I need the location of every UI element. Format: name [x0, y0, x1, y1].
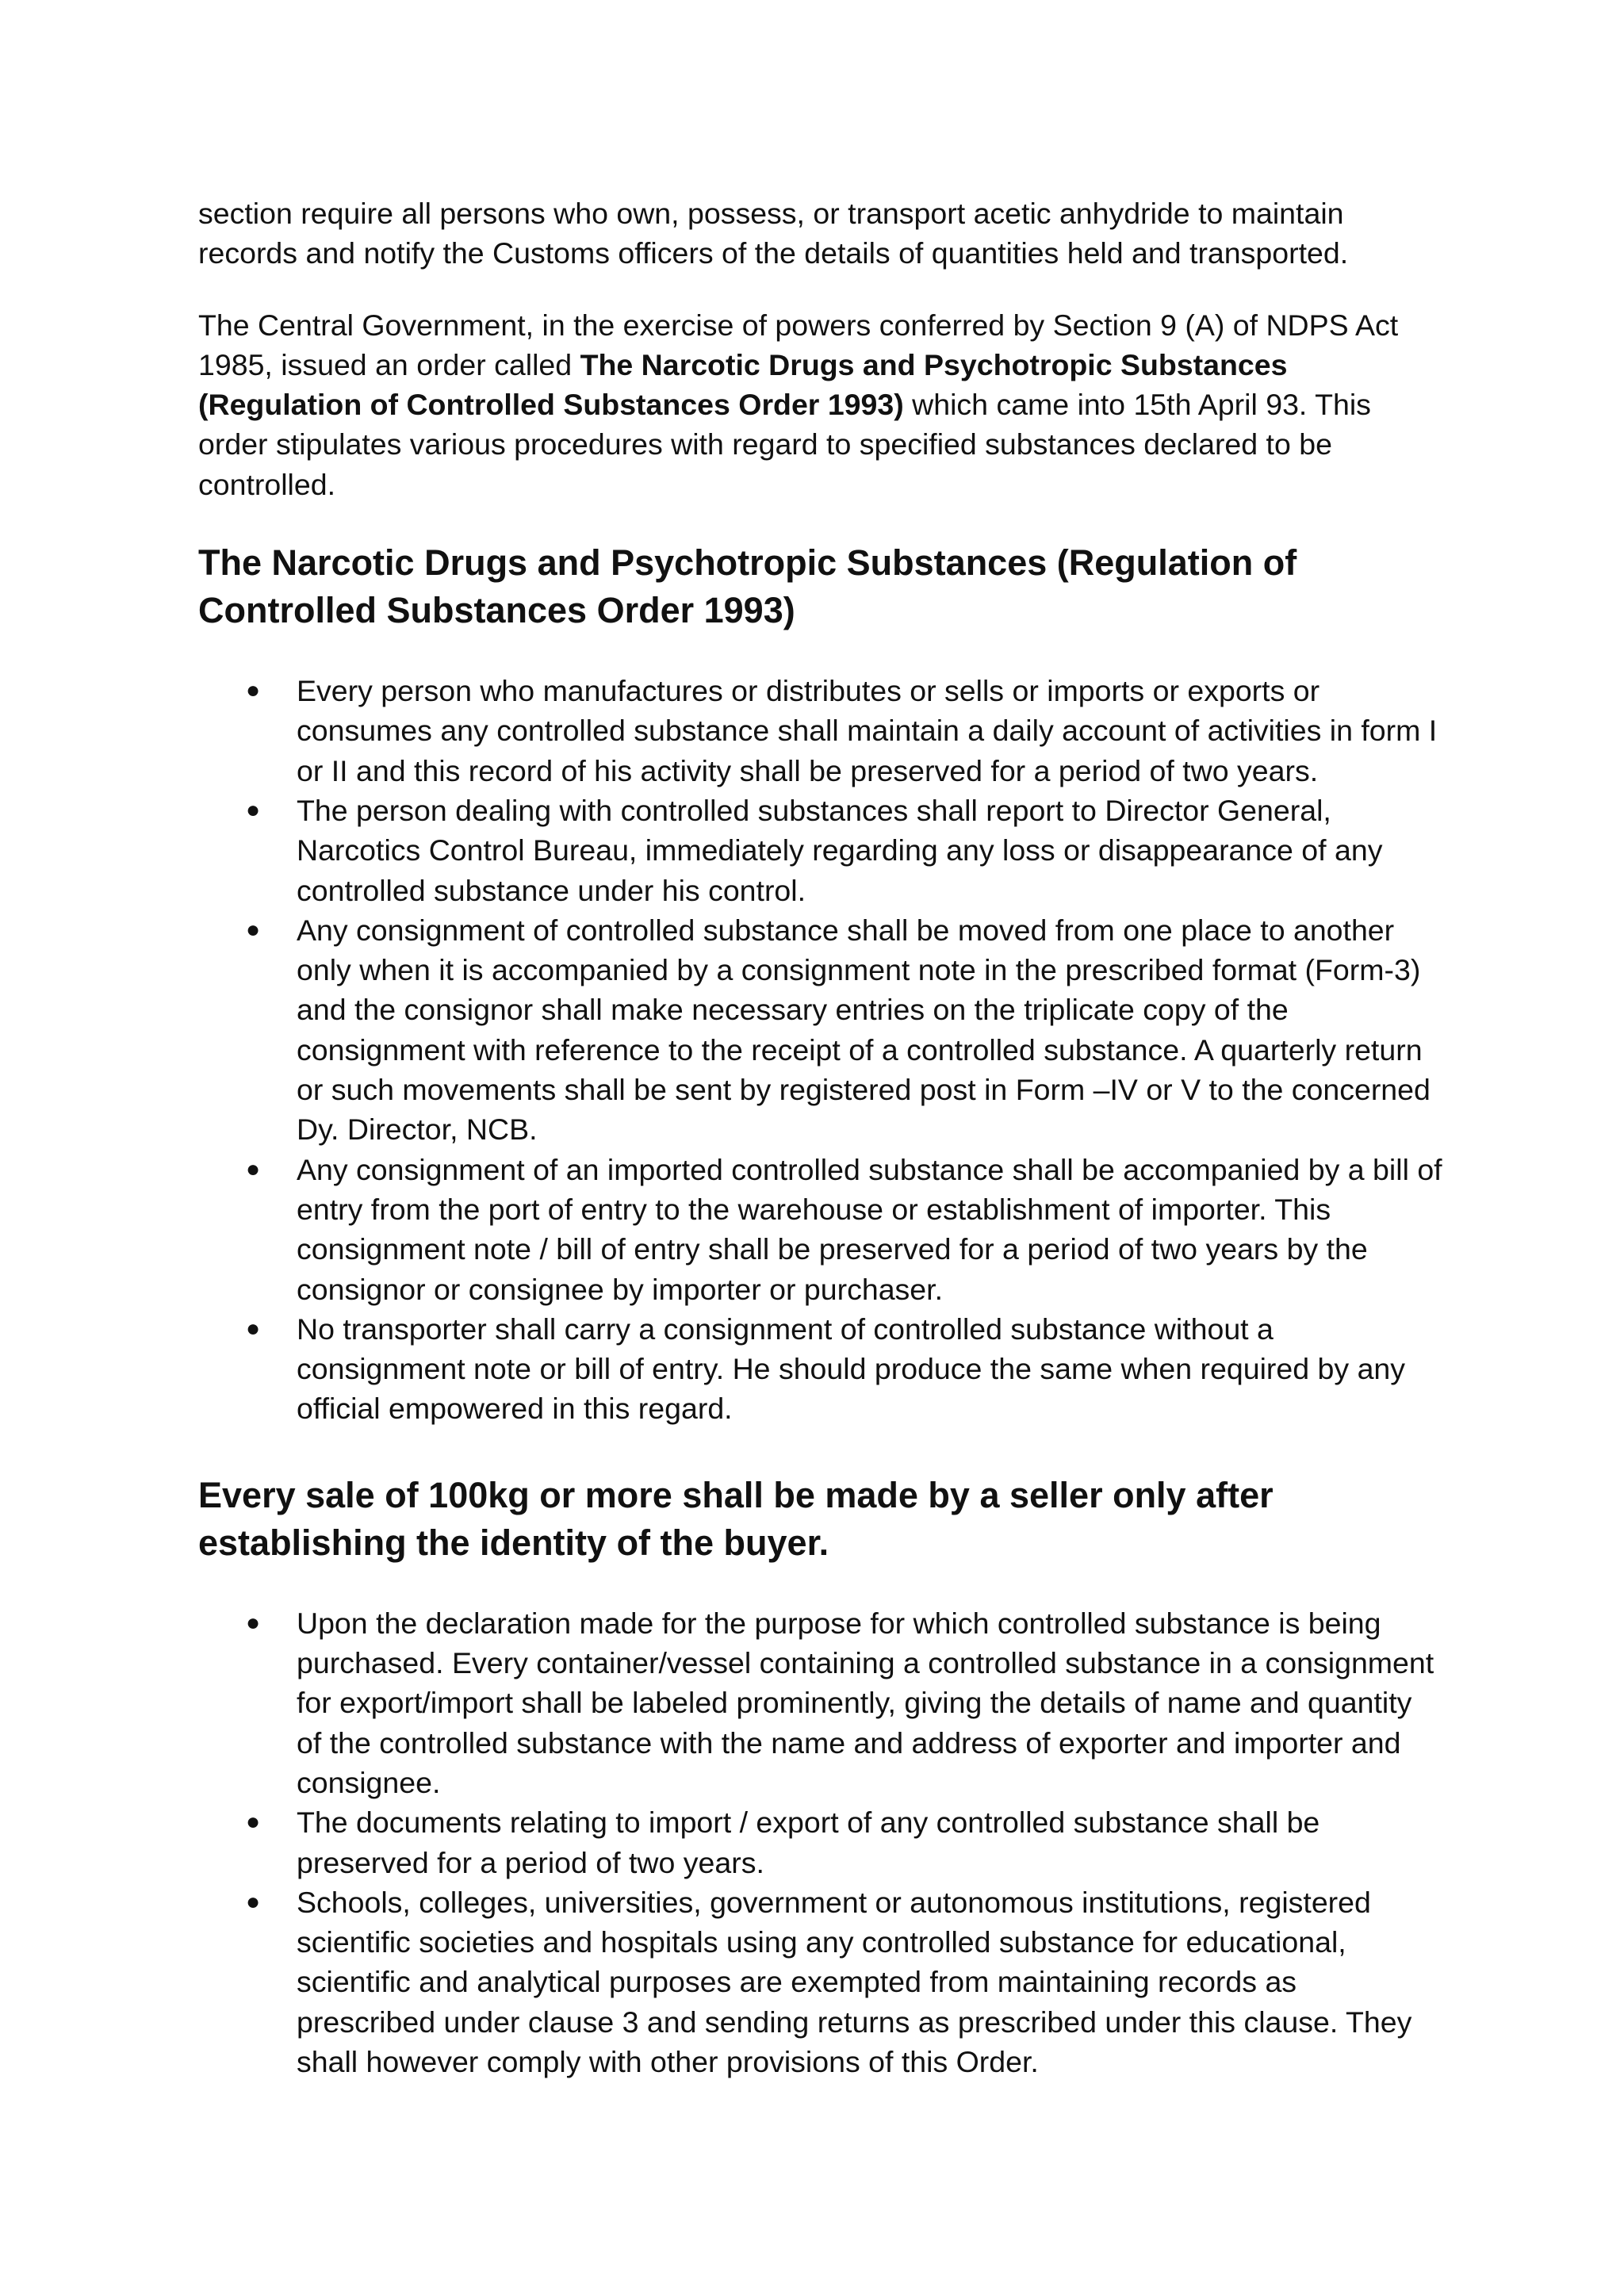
sale-identity-list — [198, 1603, 1443, 2082]
list-item — [198, 1603, 1443, 1802]
list-item-text: The documents relating to import / export of any controlled substance shall be preserved for a period of two years. — [297, 1806, 1320, 1879]
list-item — [198, 1882, 1443, 2081]
bullet-icon: ● — [246, 1809, 261, 1836]
list-item — [198, 671, 1443, 791]
list-item-text: Any consignment of an imported controlled substance shall be accompanied by a bill of entry from the port of entry to the warehouse or establishment of importer. This consignment note / bill of entry shall be preserved for a period of two years by the consignor or consignee by importer or purchaser. — [297, 1152, 1442, 1306]
list-item-text: No transporter shall carry a consignment of controlled substance without a consignment note or bill of entry. He should produce the same when required by any official empowered in this regard. — [297, 1312, 1406, 1426]
intro-paragraph: section require all persons who own, possess, or transport acetic anhydride to maintain records and notify the Customs officers of the details of quantities held and transported. — [198, 197, 1349, 270]
list-item — [198, 1150, 1443, 1309]
section-heading-regulation-order: The Narcotic Drugs and Psychotropic Substances (Regulation of Controlled Substances Order 1993) — [198, 542, 1297, 631]
order-paragraph-tail: which came into 15th April 93. This order stipulates various procedures with regard to specified substances declared to be controlled. — [198, 388, 1371, 501]
bullet-icon: ● — [246, 1155, 261, 1182]
bullet-icon: ● — [246, 916, 261, 943]
list-item — [198, 1309, 1443, 1429]
order-title-bold: The Narcotic Drugs and Psychotropic Substances (Regulation of Controlled Substances Order 1993) — [198, 347, 1288, 422]
list-item-text: Upon the declaration made for the purpose for which controlled substance is being purchased. Every container/vessel containing a controlled substance in a consignment for export/import shall be labeled prominently, giving the details of name and quantity of the controlled substance with the name and address of exporter and importer and consignee. — [297, 1606, 1434, 1799]
order-paragraph — [198, 305, 1443, 504]
section-heading-sale-identity: Every sale of 100kg or more shall be made by a seller only after establishing the identity of the buyer. — [198, 1474, 1274, 1563]
order-paragraph-lead: The Central Government, in the exercise of powers conferred by Section 9 (A) of NDPS Act 1985, issued an order called — [198, 308, 1399, 381]
document-page — [198, 193, 1443, 2081]
list-item-text: Every person who manufactures or distributes or sells or imports or exports or consumes any controlled substance shall maintain a daily account of activities in form I or II and this record of his activity shall be preserved for a period of two years. — [297, 674, 1438, 787]
list-item — [198, 791, 1443, 910]
bullet-icon: ● — [246, 677, 261, 704]
bullet-icon: ● — [246, 1315, 261, 1342]
bullet-icon: ● — [246, 1609, 261, 1636]
bullet-icon: ● — [246, 796, 261, 823]
list-item-text: Schools, colleges, universities, government or autonomous institutions, registered scientific societies and hospitals using any controlled substance for educational, scientific and analytical purposes are exempted from maintaining records as prescribed under clause 3 and sending returns as prescribed under this clause. They shall however comply with other provisions of this Order. — [297, 1885, 1412, 2078]
bullet-icon: ● — [246, 1888, 261, 1915]
list-item-text: The person dealing with controlled substances shall report to Director General, Narcotics Control Bureau, immediately regarding any loss or disappearance of any controlled substance under his control. — [297, 793, 1383, 907]
list-item — [198, 910, 1443, 1150]
regulation-order-list — [198, 671, 1443, 1429]
list-item — [198, 1802, 1443, 1882]
list-item-text: Any consignment of controlled substance shall be moved from one place to another only when it is accompanied by a consignment note in the prescribed format (Form-3) and the consignor shall make necessary entries on the triplicate copy of the consignment with reference to the receipt of a controlled substance. A quarterly return or such movements shall be sent by registered post in Form –IV or V to the concerned Dy. Director, NCB. — [297, 913, 1431, 1147]
